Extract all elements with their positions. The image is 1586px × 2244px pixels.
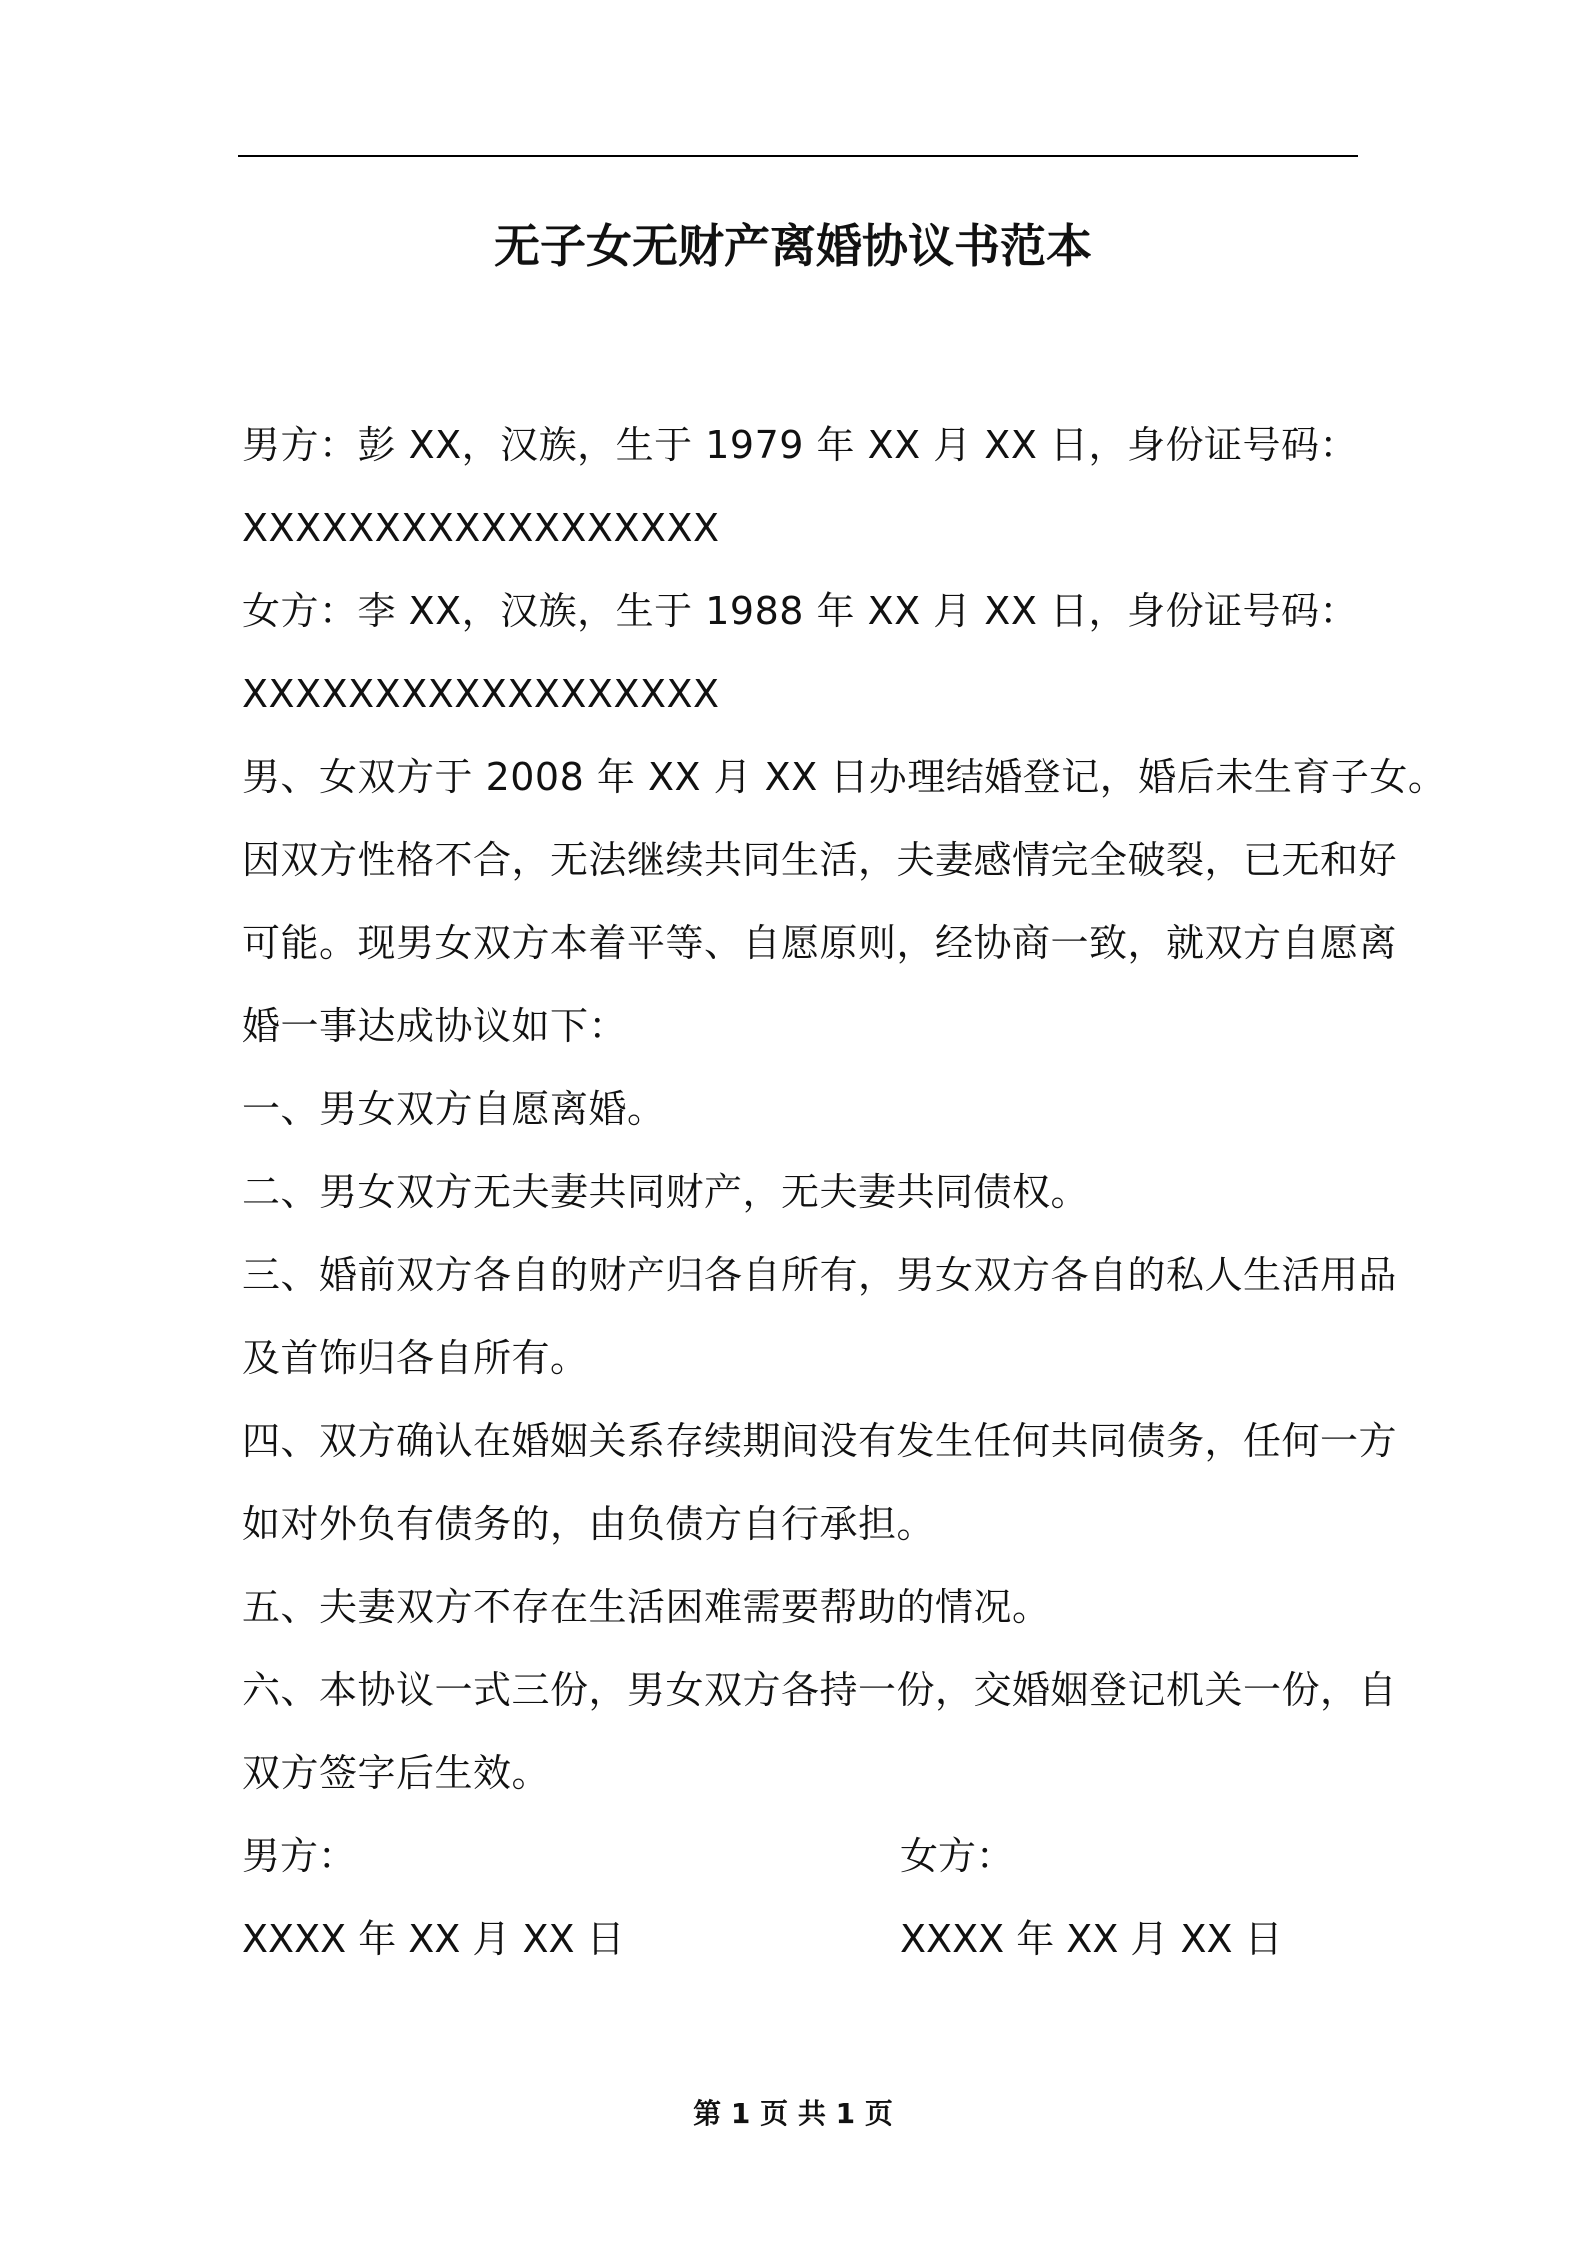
clause-1: 一、男女双方自愿离婚。 bbox=[242, 1087, 666, 1131]
header-divider bbox=[238, 155, 1358, 157]
clause-3-continued: 及首饰归各自所有。 bbox=[242, 1336, 589, 1380]
document-title: 无子女无财产离婚协议书范本 bbox=[494, 219, 1092, 273]
document-body bbox=[242, 404, 1447, 1981]
male-signature-label: 男方： bbox=[242, 1834, 357, 1878]
clause-4: 四、双方确认在婚姻关系存续期间没有发生任何共同债务，任何一方 bbox=[242, 1419, 1398, 1463]
page-number-footer: 第 1 页 共 1 页 bbox=[693, 2097, 893, 2130]
male-party-info: 男方：彭 XX，汉族，生于 1979 年 XX 月 XX 日，身份证号码： bbox=[242, 423, 1358, 467]
signature-labels-row bbox=[242, 1815, 1362, 1898]
signature-dates-row bbox=[242, 1898, 1362, 1981]
preamble-line: 男、女双方于 2008 年 XX 月 XX 日办理结婚登记，婚后未生育子女。 bbox=[242, 755, 1447, 799]
preamble-line: 婚一事达成协议如下： bbox=[242, 1004, 628, 1048]
clause-6: 六、本协议一式三份，男女双方各持一份，交婚姻登记机关一份，自 bbox=[242, 1668, 1398, 1712]
female-signature-label: 女方： bbox=[900, 1834, 1015, 1878]
clause-6-continued: 双方签字后生效。 bbox=[242, 1751, 551, 1795]
clause-2: 二、男女双方无夫妻共同财产，无夫妻共同债权。 bbox=[242, 1170, 1090, 1214]
male-id-number: XXXXXXXXXXXXXXXXXX bbox=[242, 506, 720, 550]
female-id-number: XXXXXXXXXXXXXXXXXX bbox=[242, 672, 720, 716]
clause-3: 三、婚前双方各自的财产归各自所有，男女双方各自的私人生活用品 bbox=[242, 1253, 1398, 1297]
female-party-info: 女方：李 XX，汉族，生于 1988 年 XX 月 XX 日，身份证号码： bbox=[242, 589, 1358, 633]
clause-5: 五、夫妻双方不存在生活困难需要帮助的情况。 bbox=[242, 1585, 1051, 1629]
preamble-line: 可能。现男女双方本着平等、自愿原则，经协商一致，就双方自愿离 bbox=[242, 921, 1398, 965]
clause-4-continued: 如对外负有债务的，由负债方自行承担。 bbox=[242, 1502, 936, 1546]
female-signature-date: XXXX 年 XX 月 XX 日 bbox=[900, 1917, 1283, 1961]
male-signature-date: XXXX 年 XX 月 XX 日 bbox=[242, 1917, 625, 1961]
preamble-line: 因双方性格不合，无法继续共同生活，夫妻感情完全破裂，已无和好 bbox=[242, 838, 1398, 882]
